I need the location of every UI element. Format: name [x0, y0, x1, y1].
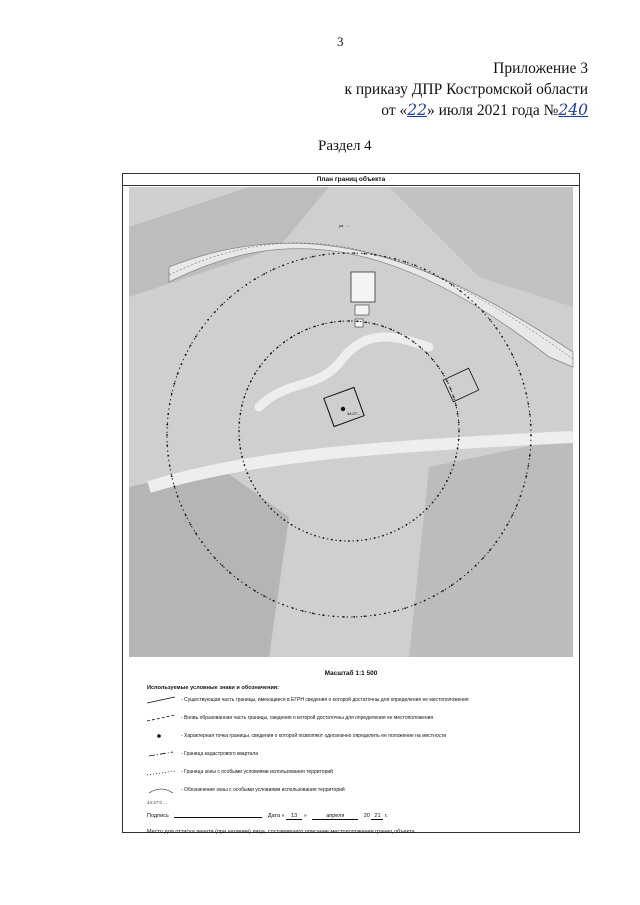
- legend-text: - Существующая часть границы, имеющиеся в ЕГРН сведения о которой достаточны для определения ее местоположения: [181, 697, 469, 703]
- boundary-point: [314, 326, 316, 328]
- date-label: Дата «: [267, 813, 285, 819]
- boundary-point: [322, 614, 324, 616]
- boundary-point: [357, 540, 359, 542]
- boundary-point: [291, 336, 293, 338]
- boundary-point: [432, 359, 434, 361]
- boundary-point: [167, 455, 169, 457]
- map-frame: [129, 187, 573, 835]
- boundary-point: [181, 363, 183, 365]
- boundary-point: [169, 465, 171, 467]
- boundary-point: [348, 540, 350, 542]
- appendix-line-1: Приложение 3: [493, 60, 588, 77]
- boundary-point: [259, 365, 261, 367]
- boundary-point: [455, 404, 457, 406]
- boundary-point: [322, 254, 324, 256]
- boundary-point: [437, 495, 439, 497]
- boundary-point: [263, 273, 265, 275]
- boundary-point: [453, 464, 455, 466]
- boundary-point: [190, 345, 192, 347]
- object-marker: [341, 407, 345, 411]
- boundary-point: [475, 565, 477, 567]
- boundary-point: [374, 537, 376, 539]
- signature-row: [147, 813, 567, 820]
- boundary-point: [482, 557, 484, 559]
- boundary-point: [237, 290, 239, 292]
- boundary-point: [241, 404, 243, 406]
- boundary-point: [263, 595, 265, 597]
- legend-symbol-zone-label: [147, 785, 177, 795]
- boundary-point: [333, 615, 335, 617]
- boundary-point: [244, 396, 246, 398]
- boundary-point: [302, 610, 304, 612]
- boundary-point: [229, 297, 231, 299]
- boundary-point: [414, 604, 416, 606]
- appendix-line-2: к приказу ДПР Костромской области: [344, 81, 588, 98]
- boundary-point: [523, 485, 525, 487]
- boundary-point: [413, 519, 415, 521]
- page-number: 3: [337, 34, 344, 49]
- place-note: Место для оттиска печати (при наличии) лица, составившего описание местоположения границ объекта: [147, 829, 415, 835]
- date-suffix: г.: [385, 813, 388, 819]
- boundary-point: [254, 488, 256, 490]
- boundary-point: [424, 600, 426, 602]
- boundary-point: [451, 284, 453, 286]
- boundary-point: [433, 595, 435, 597]
- boundary-point: [241, 456, 243, 458]
- signature-label: Подпись: [147, 813, 169, 819]
- boundary-point: [424, 269, 426, 271]
- boundary-point: [406, 524, 408, 526]
- boundary-point: [527, 465, 529, 467]
- boundary-point: [322, 537, 324, 539]
- object-label: 44:27:...: [347, 411, 362, 416]
- legend-symbol-thin-line: [147, 695, 177, 705]
- boundary-point: [426, 508, 428, 510]
- appendix-day: 22: [407, 101, 427, 119]
- date-year-prefix: 20: [363, 813, 370, 819]
- boundary-point: [277, 347, 279, 349]
- boundary-point: [420, 347, 422, 349]
- legend-title: Используемые условные знаки и обозначения:: [147, 685, 280, 691]
- legend-symbol-dashed-line: [147, 713, 177, 723]
- boundary-point: [450, 388, 452, 390]
- building-3: [355, 319, 363, 327]
- boundary-point: [195, 336, 197, 338]
- boundary-point: [331, 539, 333, 541]
- legend-text: - Характерная точка границы, сведения о которой позволяют однозначно определить ее положение на местности: [181, 733, 447, 739]
- boundary-point: [353, 252, 355, 254]
- boundary-point: [181, 505, 183, 507]
- boundary-point: [171, 393, 173, 395]
- boundary-point: [525, 393, 527, 395]
- boundary-point: [214, 557, 216, 559]
- boundary-point: [254, 590, 256, 592]
- boundary-point: [312, 613, 314, 615]
- boundary-point: [259, 495, 261, 497]
- boundary-point: [340, 540, 342, 542]
- boundary-point: [207, 319, 209, 321]
- boundary-point: [171, 475, 173, 477]
- boundary-point: [453, 396, 455, 398]
- boundary-point: [365, 539, 367, 541]
- boundary-point: [530, 445, 532, 447]
- boundary-point: [414, 265, 416, 267]
- legend-symbol-quarter-line: [147, 749, 177, 759]
- legend-text: - Вновь образованная часть границы, сведения о которой достаточны для определения ее местоположения: [181, 715, 434, 721]
- boundary-point: [507, 524, 509, 526]
- boundary-point: [250, 380, 252, 382]
- boundary-point: [516, 505, 518, 507]
- boundary-point: [442, 373, 444, 375]
- boundary-point: [185, 354, 187, 356]
- boundary-point: [404, 261, 406, 263]
- boundary-point: [240, 413, 242, 415]
- boundary-point: [169, 403, 171, 405]
- boundary-point: [265, 502, 267, 504]
- boundary-point: [273, 600, 275, 602]
- boundary-point: [507, 345, 509, 347]
- boundary-point: [353, 616, 355, 618]
- road-label: ул. ...: [339, 223, 349, 228]
- boundary-point: [511, 514, 513, 516]
- boundary-point: [240, 447, 242, 449]
- boundary-point: [489, 549, 491, 551]
- legend-symbol-point: [147, 731, 177, 741]
- boundary-point: [364, 253, 366, 255]
- boundary-point: [357, 320, 359, 322]
- legend-row-new-border: [147, 713, 433, 723]
- legend-row-existing-border: [147, 695, 469, 705]
- boundary-point: [238, 422, 240, 424]
- boundary-point: [520, 373, 522, 375]
- boundary-point: [247, 472, 249, 474]
- building-2: [355, 305, 369, 315]
- boundary-point: [250, 480, 252, 482]
- boundary-point: [467, 572, 469, 574]
- boundary-point: [177, 373, 179, 375]
- boundary-point: [458, 439, 460, 441]
- boundary-point: [390, 532, 392, 534]
- boundary-point: [237, 578, 239, 580]
- boundary-point: [166, 445, 168, 447]
- legend-row-zone-border: [147, 767, 333, 777]
- boundary-point: [458, 430, 460, 432]
- boundary-point: [530, 434, 532, 436]
- boundary-point: [314, 535, 316, 537]
- legend-row-characteristic-point: [147, 731, 446, 741]
- boundary-point: [333, 253, 335, 255]
- boundary-point: [390, 329, 392, 331]
- boundary-point: [270, 508, 272, 510]
- boundary-point: [398, 528, 400, 530]
- appendix-date-prefix: от «: [381, 102, 408, 119]
- boundary-point: [245, 584, 247, 586]
- boundary-point: [455, 456, 457, 458]
- boundary-point: [394, 610, 396, 612]
- boundary-point: [382, 326, 384, 328]
- date-year: 21: [371, 813, 383, 820]
- boundary-point: [527, 403, 529, 405]
- boundary-point: [374, 323, 376, 325]
- boundary-point: [442, 488, 444, 490]
- plan-sheet: [122, 173, 580, 833]
- boundary-point: [238, 430, 240, 432]
- boundary-point: [482, 311, 484, 313]
- boundary-point: [283, 341, 285, 343]
- boundary-point: [442, 278, 444, 280]
- boundary-point: [523, 383, 525, 385]
- boundary-point: [459, 290, 461, 292]
- boundary-point: [433, 273, 435, 275]
- boundary-point: [398, 332, 400, 334]
- appendix-line-3: [288, 100, 588, 121]
- vegetation-texture-2: [409, 437, 573, 657]
- boundary-point: [529, 413, 531, 415]
- boundary-point: [214, 311, 216, 313]
- boundary-point: [489, 319, 491, 321]
- boundary-point: [384, 256, 386, 258]
- boundary-point: [229, 572, 231, 574]
- boundary-point: [283, 519, 285, 521]
- boundary-point: [451, 584, 453, 586]
- boundary-point: [406, 336, 408, 338]
- boundary-point: [450, 472, 452, 474]
- boundary-point: [364, 615, 366, 617]
- boundary-point: [437, 365, 439, 367]
- boundary-point: [446, 380, 448, 382]
- boundary-point: [365, 322, 367, 324]
- boundary-point: [245, 284, 247, 286]
- date-close-quote: »: [303, 813, 307, 819]
- boundary-point: [457, 413, 459, 415]
- date-month: апреля: [312, 813, 358, 820]
- boundary-point: [501, 336, 503, 338]
- boundary-point: [475, 304, 477, 306]
- boundary-point: [374, 254, 376, 256]
- boundary-point: [166, 424, 168, 426]
- boundary-point: [282, 265, 284, 267]
- boundary-point: [413, 341, 415, 343]
- boundary-point: [530, 424, 532, 426]
- boundary-point: [331, 322, 333, 324]
- boundary-point: [221, 565, 223, 567]
- legend-symbol-zone-line: [147, 767, 177, 777]
- boundary-point: [394, 258, 396, 260]
- boundary-point: [174, 383, 176, 385]
- boundary-point: [273, 269, 275, 271]
- boundary-point: [495, 541, 497, 543]
- boundary-point: [291, 524, 293, 526]
- legend-row-quarter-border: [147, 749, 258, 759]
- cadastral-map: [129, 187, 573, 657]
- boundary-point: [446, 480, 448, 482]
- boundary-point: [207, 549, 209, 551]
- boundary-point: [426, 352, 428, 354]
- boundary-point: [432, 502, 434, 504]
- appendix-number: 240: [558, 101, 588, 119]
- boundary-point: [343, 252, 345, 254]
- boundary-point: [442, 590, 444, 592]
- legend-row-zone-label: [147, 785, 345, 795]
- boundary-point: [201, 541, 203, 543]
- boundary-point: [292, 607, 294, 609]
- boundary-point: [404, 607, 406, 609]
- boundary-point: [298, 528, 300, 530]
- boundary-point: [201, 327, 203, 329]
- boundary-point: [382, 535, 384, 537]
- boundary-point: [420, 514, 422, 516]
- signature-line: [174, 817, 262, 818]
- map-scale: Масштаб 1:1 500: [324, 670, 378, 677]
- section-title: Раздел 4: [318, 138, 372, 154]
- boundary-point: [340, 320, 342, 322]
- boundary-point: [254, 278, 256, 280]
- boundary-point: [459, 578, 461, 580]
- boundary-point: [457, 447, 459, 449]
- boundary-point: [270, 352, 272, 354]
- boundary-point: [167, 413, 169, 415]
- boundary-point: [185, 514, 187, 516]
- boundary-point: [348, 320, 350, 322]
- boundary-point: [384, 613, 386, 615]
- boundary-point: [292, 261, 294, 263]
- boundary-point: [529, 455, 531, 457]
- boundary-point: [520, 495, 522, 497]
- boundary-point: [247, 388, 249, 390]
- boundary-point: [174, 485, 176, 487]
- boundary-point: [282, 604, 284, 606]
- boundary-point: [525, 475, 527, 477]
- date-day: 13: [286, 813, 302, 820]
- boundary-point: [244, 464, 246, 466]
- building-1: [351, 272, 375, 302]
- boundary-point: [221, 304, 223, 306]
- boundary-point: [374, 614, 376, 616]
- boundary-point: [190, 524, 192, 526]
- boundary-point: [302, 258, 304, 260]
- boundary-point: [177, 495, 179, 497]
- legend-text: - Граница кадастрового квартала: [181, 751, 258, 757]
- boundary-point: [516, 363, 518, 365]
- boundary-point: [265, 359, 267, 361]
- boundary-point: [501, 533, 503, 535]
- appendix-date-mid: » июля 2021 года №: [426, 102, 559, 119]
- small-note: 44:27:0 ...: [147, 800, 168, 805]
- boundary-point: [166, 434, 168, 436]
- boundary-point: [254, 373, 256, 375]
- boundary-point: [322, 323, 324, 325]
- appendix-block: [288, 58, 588, 121]
- boundary-point: [343, 616, 345, 618]
- boundary-point: [306, 532, 308, 534]
- boundary-point: [312, 256, 314, 258]
- legend-text: - Обозначение зоны с особыми условиями использования территорий: [181, 787, 345, 793]
- boundary-point: [467, 297, 469, 299]
- boundary-point: [238, 439, 240, 441]
- boundary-point: [195, 533, 197, 535]
- boundary-point: [298, 332, 300, 334]
- legend-text: - Граница зоны с особыми условиями использования территорий: [181, 769, 333, 775]
- boundary-point: [306, 329, 308, 331]
- boundary-point: [511, 354, 513, 356]
- boundary-point: [277, 514, 279, 516]
- boundary-point: [495, 327, 497, 329]
- boundary-point: [458, 422, 460, 424]
- plan-title: План границ объекта: [123, 174, 579, 186]
